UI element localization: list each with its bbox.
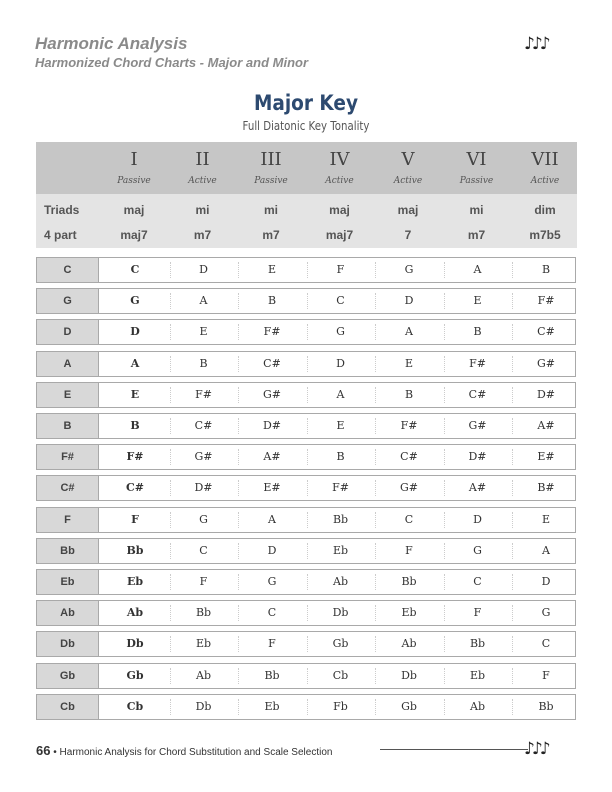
degree-roman: I — [130, 149, 138, 170]
four-part-quality: 7 — [404, 228, 412, 242]
column-divider — [512, 449, 513, 465]
column-divider — [444, 418, 445, 434]
chord-cell: C# — [468, 387, 487, 401]
chord-cell: Eb — [195, 637, 212, 651]
table-row — [36, 382, 576, 408]
column-divider — [170, 605, 171, 621]
column-divider — [375, 262, 376, 278]
chord-cell: A# — [537, 419, 555, 432]
music-notes-icon: ♪♪♪ — [524, 739, 548, 759]
table-row — [36, 507, 576, 533]
column-divider — [238, 636, 239, 652]
chord-cell: B — [267, 294, 277, 308]
key-label: B — [37, 414, 99, 438]
chord-cell: G — [473, 543, 482, 557]
column-divider — [444, 324, 445, 340]
chord-cell: F — [268, 637, 276, 651]
chord-cell: Cb — [126, 699, 144, 713]
triad-quality: mi — [469, 203, 484, 217]
column-divider — [170, 574, 171, 590]
chord-cell: B — [404, 387, 414, 401]
music-notes-icon: ♪♪♪ — [524, 34, 548, 54]
column-divider — [170, 480, 171, 496]
column-divider — [307, 449, 308, 465]
key-label: A — [37, 352, 99, 376]
column-divider — [444, 387, 445, 403]
chord-cell: C# — [537, 325, 555, 339]
chord-cell: A — [336, 387, 345, 401]
chord-cell: C — [199, 543, 208, 557]
chord-cell: D# — [468, 450, 487, 464]
chord-cell: G — [199, 512, 208, 526]
chord-cell: Bb — [126, 543, 144, 557]
chord-cell: B — [199, 356, 208, 370]
column-divider — [512, 418, 513, 434]
column-divider — [238, 512, 239, 528]
chord-cell: Cb — [332, 668, 349, 682]
key-label: F — [37, 508, 99, 532]
chord-cell: C — [336, 294, 345, 308]
column-divider — [444, 293, 445, 309]
column-divider — [238, 262, 239, 278]
chord-cell: D — [336, 356, 345, 370]
chord-cell: C# — [400, 450, 418, 464]
key-label: Gb — [37, 664, 99, 688]
chord-cell: D — [541, 575, 551, 588]
chord-cell: Gb — [126, 668, 144, 682]
column-divider — [170, 449, 171, 465]
degree-function: Active — [530, 176, 560, 186]
column-divider — [375, 356, 376, 372]
column-divider — [307, 605, 308, 621]
column-divider — [238, 449, 239, 465]
key-label: Db — [37, 632, 99, 656]
key-label: C# — [37, 476, 99, 500]
degree-roman: III — [260, 149, 282, 170]
chord-cell: Db — [332, 606, 349, 620]
chord-cell: Gb — [332, 637, 349, 651]
chord-cell: E — [130, 387, 140, 401]
column-divider — [375, 387, 376, 403]
column-divider — [512, 512, 513, 528]
chord-cell: A — [268, 512, 276, 526]
section-subtitle: Full Diatonic Key Tonality — [242, 119, 370, 133]
table-row — [36, 444, 576, 470]
column-divider — [307, 480, 308, 496]
chord-cell: Db — [195, 699, 212, 713]
column-divider — [512, 293, 513, 309]
column-divider — [238, 324, 239, 340]
table-row — [36, 663, 576, 689]
column-divider — [512, 574, 513, 590]
chord-cell: B — [541, 263, 551, 276]
degree-function: Active — [325, 176, 354, 186]
column-divider — [444, 636, 445, 652]
key-label: F# — [37, 445, 99, 469]
page-number: 66 — [36, 743, 51, 758]
column-divider — [444, 512, 445, 528]
chord-cell: E — [473, 294, 482, 308]
chord-cell: C — [541, 637, 551, 651]
column-divider — [444, 449, 445, 465]
chord-cell: Db — [401, 668, 417, 682]
column-divider — [512, 324, 513, 340]
key-label: Cb — [37, 695, 99, 719]
column-divider — [375, 668, 376, 684]
column-divider — [512, 262, 513, 278]
row-label-four-part: 4 part — [44, 228, 77, 242]
table-row — [36, 631, 576, 657]
column-divider — [444, 699, 445, 715]
column-divider — [170, 324, 171, 340]
column-divider — [375, 418, 376, 434]
chord-cell: E — [199, 325, 208, 339]
degree-function: Active — [188, 176, 217, 186]
column-divider — [170, 262, 171, 278]
chord-cell: Gb — [401, 699, 417, 713]
column-divider — [170, 418, 171, 434]
chord-cell: G — [130, 294, 140, 308]
column-divider — [512, 699, 513, 715]
chord-cell: D — [267, 543, 277, 557]
chord-cell: Bb — [332, 512, 349, 526]
triad-quality: mi — [263, 203, 278, 217]
degree-function: Active — [393, 176, 423, 186]
chord-cell: B — [336, 450, 345, 464]
chord-cell: F — [473, 606, 482, 620]
triad-quality: maj — [397, 203, 419, 217]
four-part-quality: maj7 — [325, 228, 354, 242]
column-divider — [512, 543, 513, 559]
chord-cell: A — [130, 356, 140, 370]
chord-cell: F — [199, 575, 208, 588]
chord-cell: Eb — [332, 543, 349, 557]
column-divider — [444, 605, 445, 621]
column-divider — [512, 605, 513, 621]
chord-cell: G — [267, 575, 277, 588]
column-divider — [375, 574, 376, 590]
chord-cell: F — [405, 543, 413, 557]
column-divider — [444, 480, 445, 496]
chord-cell: E# — [263, 481, 281, 495]
chord-cell: F# — [332, 481, 349, 495]
header-title: Harmonic Analysis — [35, 34, 188, 53]
chord-cell: E — [267, 263, 277, 276]
column-divider — [512, 636, 513, 652]
column-divider — [238, 605, 239, 621]
chord-cell: G — [336, 325, 345, 339]
degree-roman: II — [195, 149, 210, 170]
chord-cell: Bb — [264, 668, 280, 682]
column-divider — [444, 262, 445, 278]
degree-function: Passive — [117, 176, 151, 186]
header-subtitle: Harmonized Chord Charts - Major and Minor — [35, 55, 309, 70]
key-label: E — [37, 383, 99, 407]
chord-cell: C — [404, 512, 414, 526]
table-row — [36, 319, 576, 345]
column-divider — [444, 356, 445, 372]
chord-cell: A — [542, 543, 550, 557]
column-divider — [307, 262, 308, 278]
key-label: Ab — [37, 601, 99, 625]
column-divider — [238, 293, 239, 309]
chord-cell: B — [130, 419, 140, 432]
four-part-quality: m7b5 — [529, 228, 561, 242]
chord-cell: A# — [468, 481, 487, 495]
column-divider — [375, 543, 376, 559]
degree-roman: VII — [531, 149, 559, 170]
column-divider — [375, 293, 376, 309]
column-divider — [170, 356, 171, 372]
chord-cell: F# — [195, 387, 212, 401]
column-divider — [170, 512, 171, 528]
four-part-quality: m7 — [193, 228, 212, 242]
chord-cell: F# — [400, 419, 418, 432]
chord-cell: F — [131, 512, 139, 526]
chord-cell: D# — [536, 387, 556, 401]
column-divider — [238, 699, 239, 715]
column-divider — [238, 356, 239, 372]
chord-cell: G# — [262, 387, 281, 401]
column-divider — [307, 668, 308, 684]
degree-roman: V — [401, 149, 415, 170]
column-divider — [170, 543, 171, 559]
chord-cell: Ab — [126, 606, 144, 620]
chord-cell: G — [404, 263, 414, 276]
column-divider — [307, 293, 308, 309]
chord-cell: A — [473, 263, 482, 276]
table-row — [36, 600, 576, 626]
column-divider — [444, 574, 445, 590]
column-divider — [307, 324, 308, 340]
column-divider — [238, 574, 239, 590]
chord-cell: B# — [537, 481, 555, 495]
table-row — [36, 475, 576, 501]
chord-cell: G — [541, 606, 551, 620]
chord-cell: C — [473, 575, 482, 588]
key-label: Eb — [37, 570, 99, 594]
column-divider — [375, 605, 376, 621]
column-divider — [307, 418, 308, 434]
column-divider — [307, 543, 308, 559]
column-divider — [238, 480, 239, 496]
chord-cell: Ab — [401, 637, 417, 651]
chord-cell: C — [130, 263, 140, 276]
chord-cell: Db — [126, 637, 144, 651]
chord-cell: Eb — [401, 606, 417, 620]
four-part-quality: m7 — [467, 228, 486, 242]
four-part-quality: maj7 — [120, 228, 148, 242]
chord-cell: Bb — [401, 575, 417, 588]
chord-cell: G# — [194, 450, 213, 464]
column-divider — [375, 480, 376, 496]
column-divider — [238, 418, 239, 434]
column-divider — [307, 636, 308, 652]
chord-cell: C# — [194, 419, 213, 432]
chord-cell: F# — [537, 294, 555, 308]
degree-roman: IV — [329, 149, 350, 170]
column-divider — [170, 668, 171, 684]
column-divider — [170, 387, 171, 403]
degree-function: Passive — [459, 176, 494, 186]
key-label: C — [37, 258, 99, 282]
chord-cell: C# — [263, 356, 281, 370]
chord-cell: A — [405, 325, 413, 339]
chord-cell: Eb — [264, 699, 280, 713]
chord-cell: F — [542, 668, 550, 682]
chord-cell: Bb — [538, 699, 554, 713]
chord-cell: F — [336, 263, 345, 276]
key-label: Bb — [37, 539, 99, 563]
table-row — [36, 569, 576, 595]
chord-cell: F# — [263, 325, 281, 339]
column-divider — [512, 387, 513, 403]
chord-cell: A — [199, 294, 208, 308]
chord-cell: D — [473, 512, 482, 526]
triad-quality: maj — [329, 203, 350, 217]
triad-quality: maj — [123, 203, 145, 217]
chord-cell: A# — [263, 450, 281, 464]
chord-cell: G# — [399, 481, 418, 495]
table-row — [36, 413, 576, 439]
chord-cell: Ab — [196, 668, 211, 682]
column-divider — [375, 449, 376, 465]
column-divider — [444, 543, 445, 559]
table-row — [36, 694, 576, 720]
column-divider — [512, 356, 513, 372]
chord-cell: Eb — [469, 668, 486, 682]
column-divider — [170, 636, 171, 652]
column-divider — [307, 574, 308, 590]
chord-cell: C — [267, 606, 277, 620]
chord-cell: D — [130, 325, 140, 339]
chord-cell: B — [473, 325, 482, 339]
column-divider — [307, 387, 308, 403]
chord-cell: Fb — [333, 699, 348, 713]
table-row — [36, 538, 576, 564]
column-divider — [238, 387, 239, 403]
chord-cell: D# — [194, 481, 213, 495]
column-divider — [170, 699, 171, 715]
chord-cell: Ab — [470, 699, 485, 713]
column-divider — [238, 668, 239, 684]
table-row — [36, 288, 576, 314]
chord-cell: C# — [126, 481, 144, 495]
footer-rule — [380, 749, 528, 750]
chord-cell: Ab — [333, 575, 348, 588]
column-divider — [444, 668, 445, 684]
chord-cell: Bb — [469, 637, 486, 651]
key-label: G — [37, 289, 99, 313]
section-title: Major Key — [253, 91, 359, 115]
chord-cell: G# — [468, 419, 487, 432]
chord-cell: E — [404, 356, 414, 370]
chord-cell: D — [199, 263, 208, 276]
column-divider — [170, 293, 171, 309]
chord-cell: E# — [537, 450, 555, 464]
table-row — [36, 351, 576, 377]
footer — [36, 743, 332, 758]
degree-function: Passive — [254, 176, 288, 186]
chord-cell: G# — [536, 356, 555, 370]
chord-cell: D# — [262, 419, 282, 432]
chord-cell: D — [404, 294, 414, 308]
chord-cell: E — [336, 419, 345, 432]
chord-cell: Eb — [126, 575, 144, 588]
footer-text: • Harmonic Analysis for Chord Substitution and Scale Selection — [53, 747, 333, 758]
row-label-triads: Triads — [44, 203, 80, 217]
triad-quality: mi — [195, 203, 210, 217]
column-divider — [307, 356, 308, 372]
column-divider — [307, 512, 308, 528]
column-divider — [375, 636, 376, 652]
column-divider — [512, 480, 513, 496]
key-label: D — [37, 320, 99, 344]
column-divider — [238, 543, 239, 559]
chord-cell: F# — [469, 356, 486, 370]
column-divider — [512, 668, 513, 684]
column-divider — [375, 324, 376, 340]
four-part-quality: m7 — [262, 228, 280, 242]
triad-quality: dim — [534, 203, 556, 217]
chord-cell: Bb — [195, 606, 212, 620]
column-divider — [307, 699, 308, 715]
column-divider — [375, 512, 376, 528]
table-row — [36, 257, 576, 283]
degree-roman: VI — [466, 149, 487, 170]
chord-cell: E — [541, 512, 551, 526]
column-divider — [375, 699, 376, 715]
chord-cell: F# — [126, 450, 144, 464]
